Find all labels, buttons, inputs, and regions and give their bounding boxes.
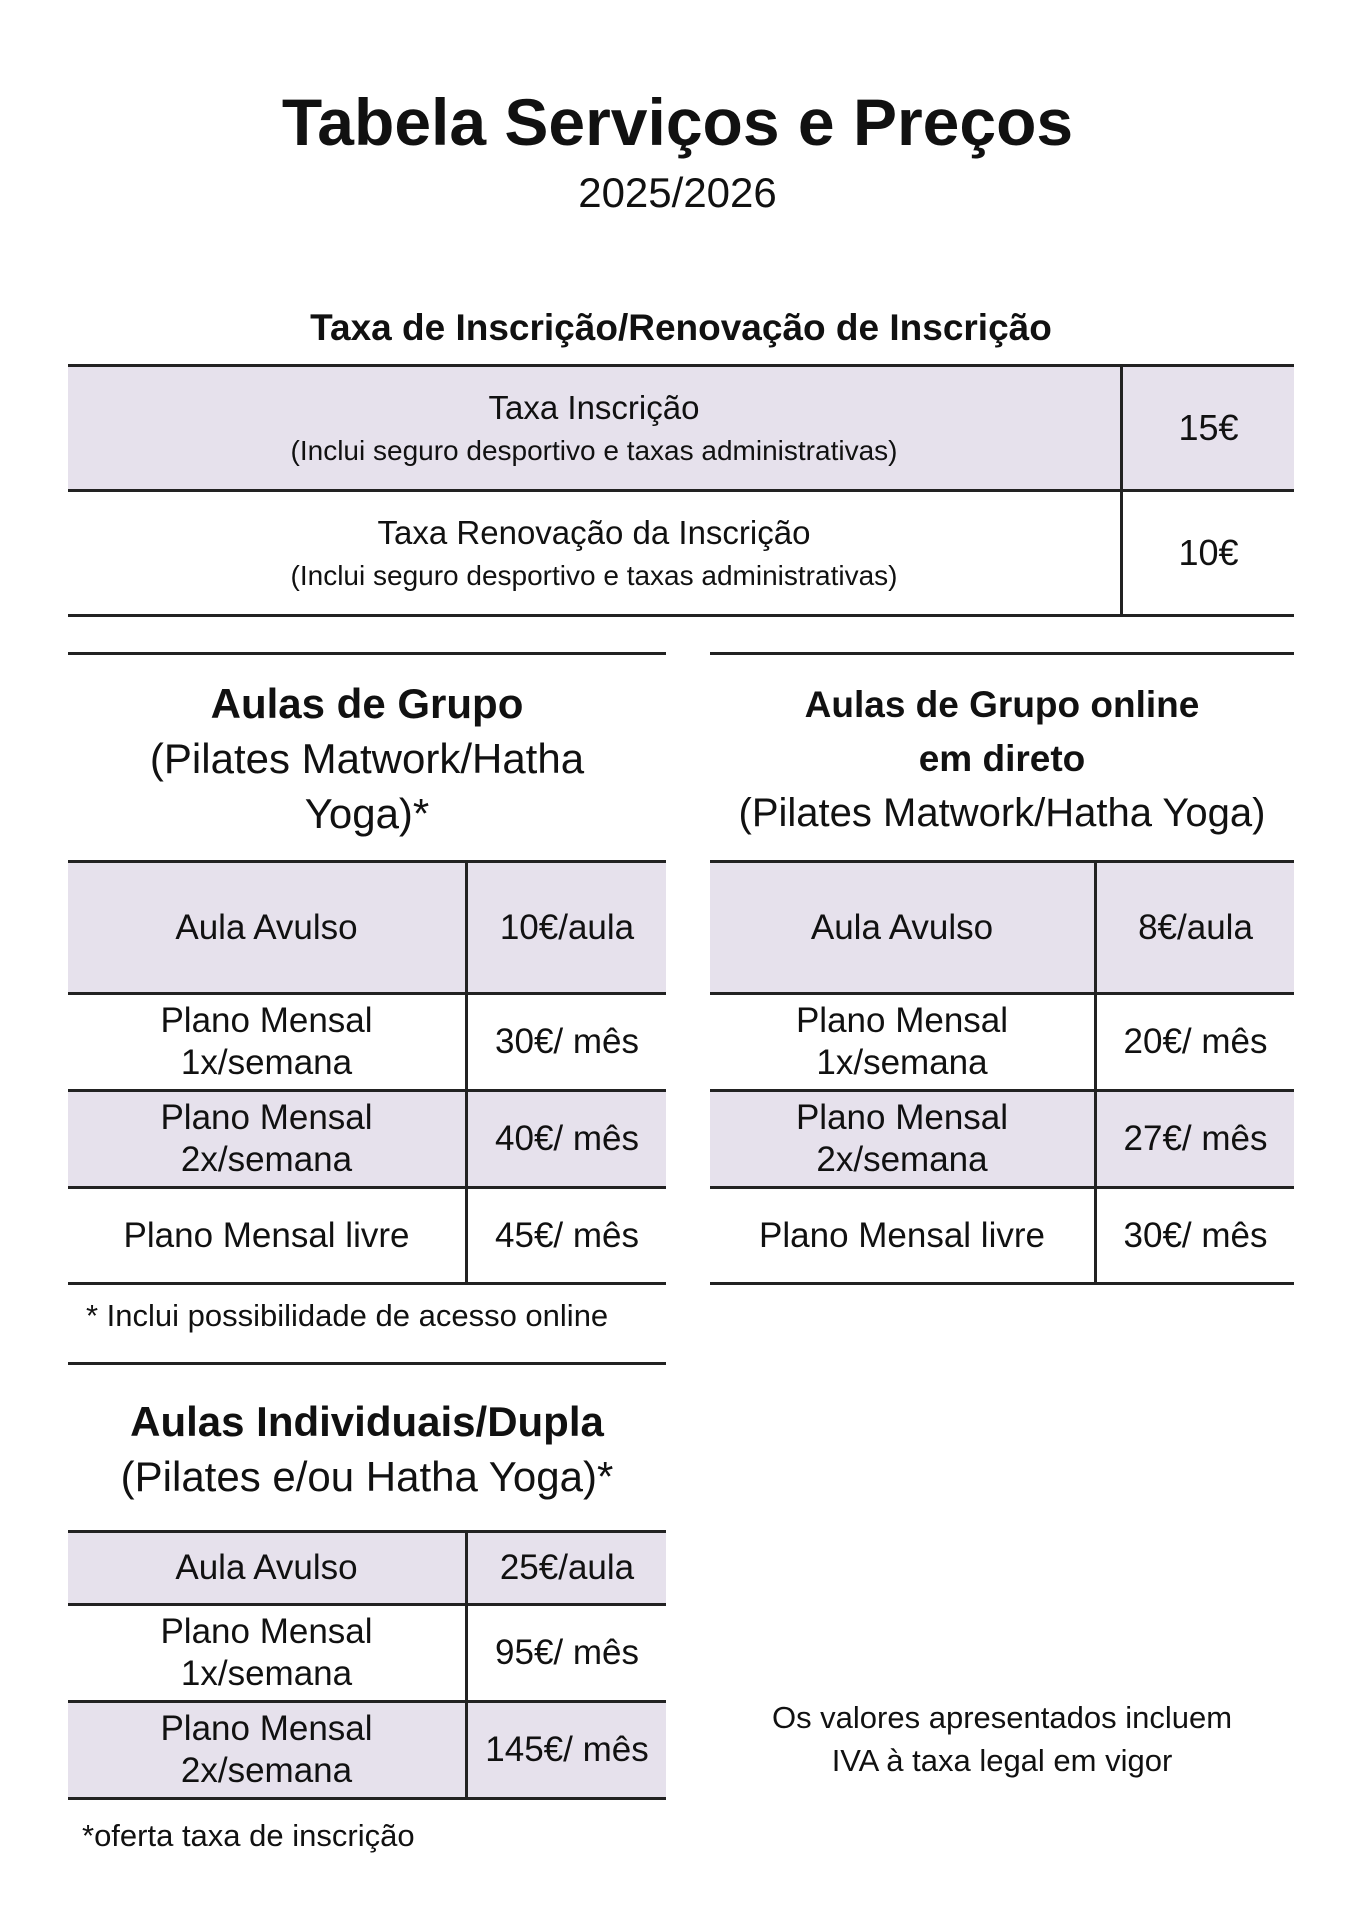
vat-note bbox=[710, 1696, 1294, 1782]
vat-note-line2: IVA à taxa legal em vigor bbox=[831, 1743, 1173, 1778]
row-label: Plano Mensal 1x/semana bbox=[160, 1001, 373, 1082]
individual-heading bbox=[68, 1394, 666, 1504]
table-row bbox=[710, 862, 1294, 994]
table-row bbox=[68, 1091, 666, 1188]
table-row bbox=[68, 994, 666, 1091]
row-price: 30€/ mês bbox=[467, 994, 667, 1091]
fee-price: 15€ bbox=[1122, 366, 1295, 491]
group-heading bbox=[68, 676, 666, 841]
table-row bbox=[710, 1188, 1294, 1284]
row-label: Plano Mensal 1x/semana bbox=[795, 1001, 1009, 1082]
online-title-line1: Aulas de Grupo online bbox=[804, 684, 1200, 725]
fee-price: 10€ bbox=[1122, 491, 1295, 616]
table-row bbox=[68, 862, 666, 994]
row-label: Aula Avulso bbox=[175, 1548, 358, 1587]
row-label: Aula Avulso bbox=[810, 907, 994, 947]
individual-top-rule bbox=[68, 1362, 666, 1365]
individual-footnote: *oferta taxa de inscrição bbox=[82, 1818, 415, 1853]
group-footnote: * Inclui possibilidade de acesso online bbox=[86, 1298, 609, 1333]
online-price-table bbox=[710, 860, 1294, 1285]
row-label: Plano Mensal 2x/semana bbox=[795, 1098, 1009, 1179]
individual-title: Aulas Individuais/Dupla bbox=[130, 1398, 604, 1445]
fee-label-cell bbox=[68, 491, 1122, 616]
page-year: 2025/2026 bbox=[578, 169, 777, 216]
individual-subtitle: (Pilates e/ou Hatha Yoga)* bbox=[120, 1453, 614, 1500]
group-price-table bbox=[68, 860, 666, 1285]
fee-label-cell bbox=[68, 366, 1122, 491]
row-price: 27€/ mês bbox=[1096, 1091, 1295, 1188]
group-top-rule bbox=[68, 652, 666, 655]
row-price: 30€/ mês bbox=[1096, 1188, 1295, 1284]
row-label: Plano Mensal 2x/semana bbox=[160, 1709, 373, 1790]
table-row bbox=[710, 994, 1294, 1091]
table-row bbox=[68, 1188, 666, 1284]
page-title: Tabela Serviços e Preços bbox=[281, 85, 1074, 159]
row-label: Aula Avulso bbox=[175, 907, 358, 947]
individual-price-table bbox=[68, 1530, 666, 1800]
online-subtitle: (Pilates Matwork/Hatha Yoga) bbox=[738, 791, 1266, 835]
row-label: Plano Mensal livre bbox=[759, 1215, 1045, 1255]
row-price: 40€/ mês bbox=[467, 1091, 667, 1188]
fees-section-title: Taxa de Inscrição/Renovação de Inscrição bbox=[310, 307, 1052, 348]
row-price: 20€/ mês bbox=[1096, 994, 1295, 1091]
fee-row-renewal bbox=[68, 491, 1294, 616]
group-title: Aulas de Grupo bbox=[210, 680, 524, 727]
table-row bbox=[710, 1091, 1294, 1188]
table-row bbox=[68, 1605, 666, 1702]
group-subtitle-line1: (Pilates Matwork/Hatha bbox=[149, 735, 585, 782]
row-label: Plano Mensal 2x/semana bbox=[160, 1098, 373, 1179]
vat-note-line1: Os valores apresentados incluem bbox=[771, 1700, 1233, 1735]
row-price: 95€/ mês bbox=[467, 1605, 667, 1702]
row-price: 45€/ mês bbox=[467, 1188, 667, 1284]
fee-detail: (Inclui seguro desportivo e taxas administrativas) bbox=[290, 435, 898, 466]
row-price: 10€/aula bbox=[467, 862, 667, 994]
table-row bbox=[68, 1702, 666, 1799]
row-price: 145€/ mês bbox=[467, 1702, 667, 1799]
group-subtitle-line2: Yoga)* bbox=[304, 790, 430, 837]
row-price: 8€/aula bbox=[1096, 862, 1295, 994]
fee-detail: (Inclui seguro desportivo e taxas administrativas) bbox=[290, 560, 898, 591]
online-heading bbox=[710, 678, 1294, 840]
row-label: Plano Mensal 1x/semana bbox=[160, 1612, 373, 1693]
row-label: Plano Mensal livre bbox=[123, 1215, 410, 1255]
row-price: 25€/aula bbox=[467, 1532, 667, 1605]
online-title-line2: em direto bbox=[918, 738, 1086, 779]
online-top-rule bbox=[710, 652, 1294, 655]
table-row bbox=[68, 1532, 666, 1605]
fee-row-registration bbox=[68, 366, 1294, 491]
fees-table bbox=[68, 364, 1294, 617]
fee-label: Taxa Inscrição bbox=[488, 389, 700, 427]
fee-label: Taxa Renovação da Inscrição bbox=[377, 514, 811, 552]
